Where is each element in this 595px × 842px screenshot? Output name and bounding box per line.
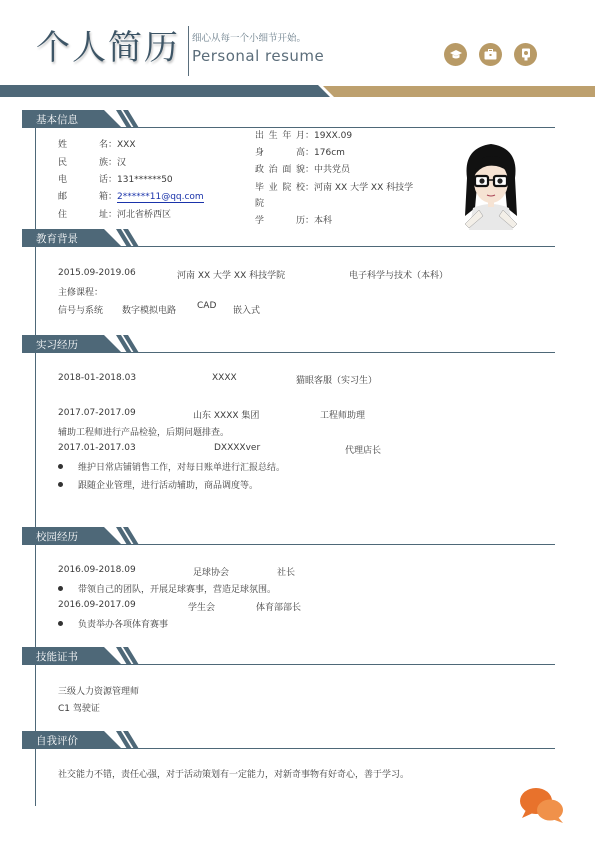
field-label: 政治面貌 [255, 165, 305, 175]
campus-role: 社长 [277, 568, 296, 578]
section-header-internship [22, 335, 555, 353]
info-row-politics: 政治面貌：中共党员 [255, 162, 350, 175]
skill-item: 三级人力资源管理师 [58, 687, 140, 697]
section-rule [118, 352, 555, 353]
briefcase-icon [479, 43, 502, 66]
intern-org: DXXXXver [214, 443, 261, 453]
section-title: 校园经历 [36, 531, 78, 543]
course-item: CAD [197, 301, 217, 311]
field-label: 出生年月 [255, 131, 305, 141]
resume-title: 个人简历 [36, 28, 180, 68]
bullet-dot [58, 464, 63, 469]
campus-org: 足球协会 [193, 568, 230, 578]
section-title: 技能证书 [36, 651, 78, 663]
field-value: 河南 XX 大学 XX 科技学 [314, 183, 414, 193]
info-row-ethnicity: 民 族：汉 [58, 155, 126, 168]
section-header-skills [22, 647, 555, 665]
bullet-dot [58, 621, 63, 626]
campus-bullet: 带领自己的团队，开展足球赛事，营造足球氛围。 [78, 585, 277, 595]
field-value: 院 [255, 199, 265, 209]
section-title: 教育背景 [36, 233, 78, 245]
info-row-phone: 电 话：131******50 [58, 172, 173, 185]
section-title: 自我评价 [36, 735, 78, 747]
info-row-height: 身 高：176cm [255, 145, 345, 158]
campus-period: 2016.09-2018.09 [58, 565, 136, 575]
info-row-school: 毕业院校：河南 XX 大学 XX 科技学 [255, 180, 413, 193]
field-value: 本科 [314, 216, 333, 226]
avatar [455, 138, 527, 230]
campus-org: 学生会 [188, 603, 216, 613]
self-evaluation: 社交能力不错，责任心强，对于活动策划有一定能力，对新奇事物有好奇心，善于学习。 [58, 770, 410, 780]
field-label: 邮 箱 [58, 192, 108, 202]
field-value: 汉 [117, 158, 127, 168]
header-band-dark [0, 85, 330, 97]
info-row-degree: 学 历：本科 [255, 213, 332, 226]
chat-bubbles-icon [518, 785, 566, 825]
section-header-campus [22, 527, 555, 545]
section-header-education [22, 229, 555, 247]
section-rule [118, 246, 555, 247]
section-header-basic [22, 110, 555, 128]
field-value: 河北省桥西区 [117, 210, 172, 220]
intern-desc: 辅助工程师进行产品检验，后期问题排查。 [58, 428, 230, 438]
field-label: 学 历 [255, 216, 305, 226]
intern-org: 山东 XXXX 集团 [193, 411, 260, 421]
intern-period: 2018-01-2018.03 [58, 373, 137, 383]
course-item: 嵌入式 [233, 306, 261, 316]
field-label: 住 址 [58, 210, 108, 220]
timeline-line [35, 118, 36, 806]
field-label: 姓 名 [58, 140, 108, 150]
info-row-school-cont [255, 196, 264, 209]
intern-bullet: 维护日常店铺销售工作，对每日账单进行汇报总结。 [78, 463, 286, 473]
edu-major: 电子科学与技术（本科） [349, 271, 449, 281]
edu-period: 2015.09-2019.06 [58, 268, 136, 278]
field-value: XXX [117, 140, 136, 150]
section-rule [118, 748, 555, 749]
field-value: 中共党员 [314, 165, 351, 175]
field-label: 民 族 [58, 158, 108, 168]
intern-period: 2017.01-2017.03 [58, 443, 136, 453]
intern-period: 2017.07-2017.09 [58, 408, 136, 418]
email-link[interactable]: 2******11@qq.com [117, 192, 204, 202]
section-title: 实习经历 [36, 339, 78, 351]
resume-title-en: Personal resume [192, 47, 325, 65]
title-divider [188, 26, 189, 76]
field-value: 19XX.09 [314, 131, 353, 141]
field-value: 176cm [314, 148, 345, 158]
campus-bullet: 负责举办各项体育赛事 [78, 620, 169, 630]
header-band-gold [323, 86, 595, 97]
intern-role: 猫眼客服（实习生） [296, 376, 378, 386]
info-row-address: 住 址：河北省桥西区 [58, 207, 171, 220]
graduation-cap-icon [444, 43, 467, 66]
intern-bullet: 跟随企业管理，进行活动辅助，商品调度等。 [78, 481, 259, 491]
section-rule [118, 544, 555, 545]
field-value: 131******50 [117, 175, 173, 185]
course-item: 数字模拟电路 [122, 306, 177, 316]
section-title: 基本信息 [36, 114, 78, 126]
section-header-self [22, 731, 555, 749]
bullet-dot [58, 482, 63, 487]
intern-role: 工程师助理 [320, 411, 366, 421]
edu-courses-label: 主修课程： [58, 288, 104, 298]
field-label: 身 高 [255, 148, 305, 158]
info-row-email: 邮 箱：2******11@qq.com [58, 189, 204, 202]
info-row-birth: 出生年月：19XX.09 [255, 128, 352, 141]
bullet-dot [58, 586, 63, 591]
course-item: 信号与系统 [58, 306, 104, 316]
campus-role: 体育部部长 [256, 603, 302, 613]
field-label: 电 话 [58, 175, 108, 185]
skill-item: C1 驾驶证 [58, 704, 100, 714]
certificate-icon [514, 43, 537, 66]
intern-org: XXXX [212, 373, 237, 383]
intern-role: 代理店长 [345, 446, 382, 456]
info-row-name: 姓 名：XXX [58, 137, 136, 150]
edu-school: 河南 XX 大学 XX 科技学院 [177, 271, 286, 281]
section-rule [118, 664, 555, 665]
field-label: 毕业院校 [255, 183, 305, 193]
campus-period: 2016.09-2017.09 [58, 600, 136, 610]
slogan: 细心从每一个小细节开始。 [192, 33, 307, 44]
